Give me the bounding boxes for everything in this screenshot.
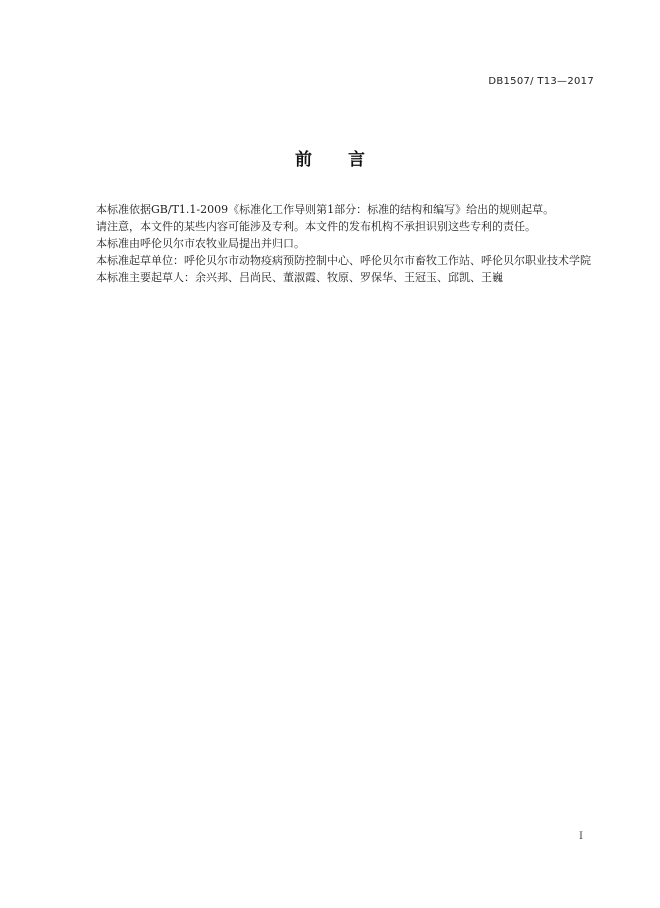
paragraph-drafting-rules: 本标准依据GB/T1.1-2009《标准化工作导则第1部分：标准的结构和编写》给出的规则起草。	[96, 203, 555, 216]
paragraph-proposer: 本标准由呼伦贝尔市农牧业局提出并归口。	[96, 237, 305, 250]
page-number: I	[579, 831, 583, 842]
title-char-1: 前	[295, 150, 312, 170]
foreword-body	[74, 201, 610, 286]
paragraph-drafting-units: 本标准起草单位：呼伦贝尔市动物疫病预防控制中心、呼伦贝尔市畜牧工作站、呼伦贝尔职业技术学院	[96, 254, 591, 267]
paragraph-patent-notice: 请注意，本文件的某些内容可能涉及专利。本文件的发布机构不承担识别这些专利的责任。	[96, 220, 536, 233]
paragraph-drafters: 本标准主要起草人：余兴邦、吕尚民、董淑霞、牧原、罗保华、王冠玉、邱凯、王巍	[96, 271, 503, 284]
document-code: DB1507/ T13—2017	[488, 76, 594, 87]
title-char-2: 言	[348, 150, 365, 170]
page-title	[0, 145, 660, 170]
